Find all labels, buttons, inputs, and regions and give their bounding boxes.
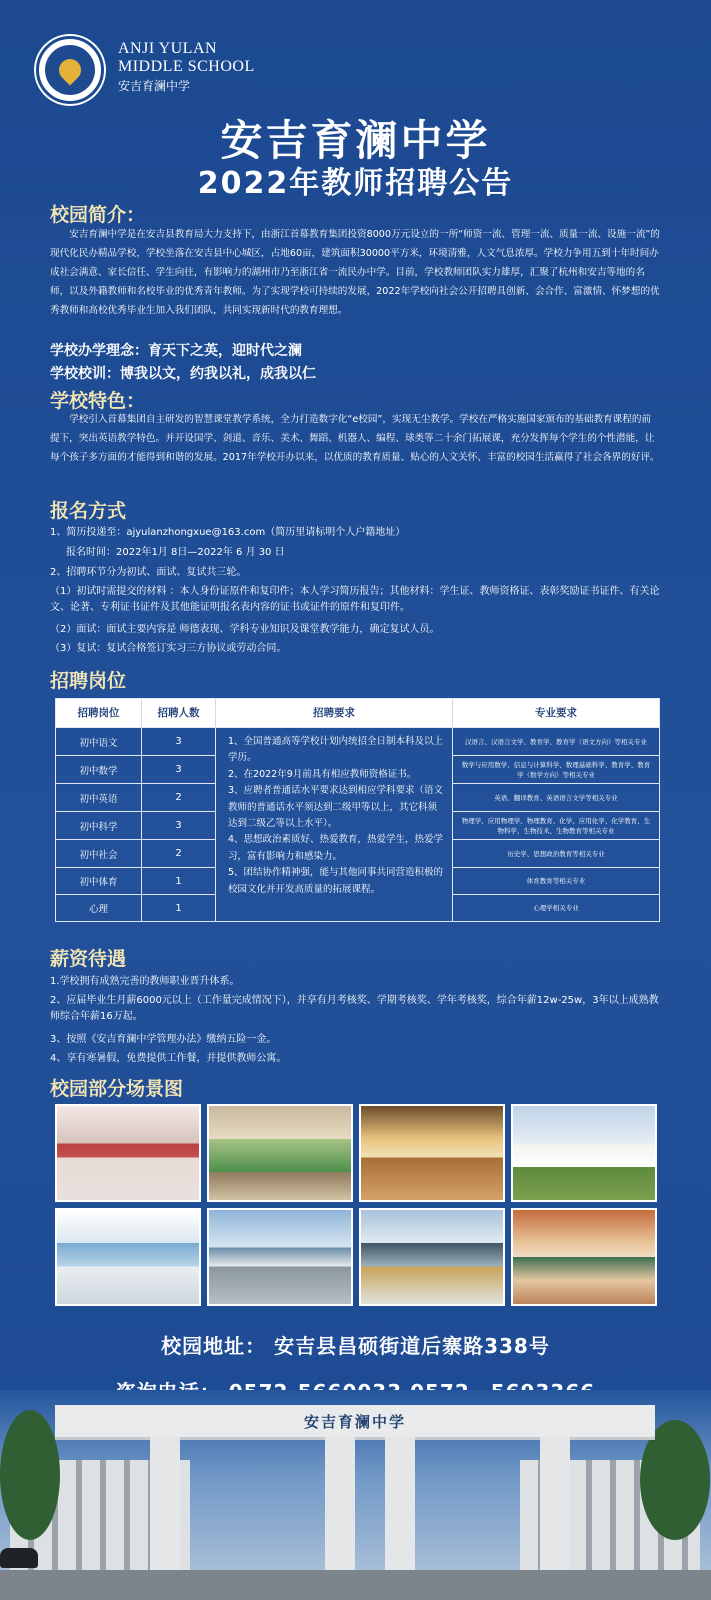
road (0, 1570, 711, 1600)
features-heading: 学校特色： (50, 390, 146, 412)
salary-heading: 薪资待遇 (50, 948, 127, 970)
campus-photo-building (511, 1104, 657, 1202)
tree (0, 1410, 60, 1540)
gate-sign: 安吉育澜中学 (55, 1405, 655, 1440)
campus-photo-lounge (511, 1208, 657, 1306)
table-header-major: 专业要求 (453, 699, 659, 727)
campus-photo-campus-view (359, 1208, 505, 1306)
table-header-requirements: 招聘要求 (216, 699, 453, 727)
table-cell-major: 物理学、应用物理学、物理教育、化学、应用化学、化学教育、生物科学、生物技术、生物教育等相关专业 (453, 811, 659, 839)
table-cell-major: 汉语言、汉语言文学、教育学、教育学（语文方向）等相关专业 (453, 727, 659, 755)
table-cell-count: 2 (142, 783, 216, 811)
apply-line: （2）面试：面试主要内容是 师德表现、学科专业知识及课堂教学能力，确定复试人员。 (50, 624, 440, 635)
requirements-cell (216, 727, 453, 921)
requirement-item: 2、在2022年9月前具有相应教师资格证书。 (228, 768, 417, 780)
school-name-cn: 安吉育澜中学 (118, 79, 191, 93)
table-cell-major: 心理学相关专业 (453, 894, 659, 921)
positions-table (55, 698, 660, 922)
gate-pillar (325, 1437, 355, 1570)
campus-heading: 校园部分场景图 (50, 1078, 184, 1100)
table-cell-major: 数学与应用数学、信息与计算科学、数理基础科学、教育学、教育学（数学方向）等相关专业 (453, 755, 659, 783)
campus-address: 校园地址： 安吉县昌硕街道后寨路338号 (161, 1334, 550, 1358)
requirement-item: 4、思想政治素质好、热爱教育，热爱学生，热爱学习，富有影响力和感染力。 (228, 834, 444, 862)
apply-heading: 报名方式 (50, 500, 127, 522)
campus-photo-gate (207, 1208, 353, 1306)
apply-line: 1、简历投递至：ajyulanzhongxue@163.com（简历里请标明个人户籍地址） (50, 527, 406, 538)
table-cell-major: 体育教育等相关专业 (453, 867, 659, 894)
campus-photo-classroom (55, 1208, 201, 1306)
salary-line: 4、享有寒暑假，免费提供工作餐，并提供教师公寓。 (50, 1053, 287, 1064)
table-cell-count: 3 (142, 755, 216, 783)
table-cell-post: 初中数学 (56, 755, 142, 783)
motto-text: 学校校训：博我以文，约我以礼，成我以仁 (50, 366, 316, 382)
table-header-count: 招聘人数 (142, 699, 216, 727)
campus-photo-reading-room (207, 1104, 353, 1202)
philosophy-text: 学校办学理念：育天下之英，迎时代之澜 (50, 343, 302, 359)
apply-line: 2、招聘环节分为初试、面试、复试共三轮。 (50, 567, 247, 578)
table-cell-count: 3 (142, 727, 216, 755)
table-cell-major: 历史学、思想政治教育等相关专业 (453, 839, 659, 867)
car (0, 1548, 38, 1568)
table-cell-post: 初中语文 (56, 727, 142, 755)
table-cell-post: 心理 (56, 894, 142, 921)
apply-line: （3）复试：复试合格签订实习三方协议或劳动合同。 (50, 643, 287, 654)
campus-photo-library (55, 1104, 201, 1202)
apply-line: 报名时间：2022年1月 8日—2022年 6 月 30 日 (66, 547, 285, 558)
table-cell-post: 初中英语 (56, 783, 142, 811)
requirement-item: 5、团结协作精神强，能与其他同事共同营造积极的校园文化并开发高质量的拓展课程。 (228, 867, 444, 895)
gate-pillar (150, 1437, 180, 1570)
page-title: 安吉育澜中学 (220, 116, 491, 165)
salary-line: 1.学校拥有成熟完善的教师职业晋升体系。 (50, 976, 240, 987)
school-name-en-line1: ANJI YULAN (118, 40, 218, 57)
gate-pillar (540, 1437, 570, 1570)
table-cell-count: 1 (142, 894, 216, 921)
school-logo-icon (36, 36, 104, 104)
salary-line: 2、应届毕业生月薪6000元以上（工作量完成情况下），并享有月考核奖、学期考核奖、学年考核奖，综合年薪12w-25w，3年以上成熟教师综合年薪16万起。 (50, 995, 659, 1022)
table-cell-post: 初中科学 (56, 811, 142, 839)
table-cell-count: 3 (142, 811, 216, 839)
intro-text: 安吉育澜中学是在安吉县教育局大力支持下，由浙江首幕教育集团投资8000万元设立的一所“师资一流、管理一流、质量一流、设施一流”的现代化民办精品学校，学校坐落在安吉县中心城区，占地60亩，建筑面积30000平方米，环境清雅，人文气息浓厚。学校力争用五到十年时间办成社会满意、家长信任、学生向往，有影响力的湖州市乃至浙江省一流民办中学。目前，学校教师团队实力雄厚，汇聚了杭州和安吉等地的名师，以及外籍教师和名校毕业的优秀青年教师。为了实现学校可持续的发展，2022年学校向社会公开招聘具创新、会合作、富激情、怀梦想的优秀教师和高校优秀毕业生加入我们团队，共同实现新时代的教育理想。 (50, 229, 660, 316)
table-header-post: 招聘岗位 (56, 699, 142, 727)
table-cell-major: 英语、翻译教育、英语语言文学等相关专业 (453, 783, 659, 811)
features-text: 学校引入首幕集团自主研发的智慧课堂教学系统，全力打造数字化“e校园”，实现无尘教学。学校在严格实施国家颁布的基础教育课程的前提下，突出英语教学特色。并开设国学、剑道、音乐、美术、舞蹈、机器人、编程、球类等二十余门拓展课，充分发挥每个学生的个性潜能，让每个孩子多方面的才能得到和谐的发展。2017年学校开办以来，以优质的教育质量、贴心的人文关怀、丰富的校园生活赢得了社会各界的好评。 (50, 414, 660, 463)
requirement-item: 1、全国普通高等学校计划内统招全日制本科及以上学历。 (228, 736, 444, 764)
apply-line: （1）初试时需提交的材料 ：本人身份证原件和复印件；本人学习简历报告；其他材料：学生证、教师资格证、表彰奖励证书证件、有关论文、论著、专利证书证件及其他能证明报名表内容的证书或证件的原件和复印件。 (50, 586, 660, 613)
table-cell-post: 初中社会 (56, 839, 142, 867)
positions-heading: 招聘岗位 (50, 670, 127, 692)
school-name-en-line2: MIDDLE SCHOOL (118, 58, 255, 75)
salary-line: 3、按照《安吉育澜中学管理办法》缴纳五险一金。 (50, 1034, 277, 1045)
intro-heading: 校园简介： (50, 204, 146, 226)
campus-photo-hall (359, 1104, 505, 1202)
table-cell-count: 1 (142, 867, 216, 894)
gate-pillar (385, 1437, 415, 1570)
requirement-item: 3、应聘者普通话水平要求达到相应学科要求（语文教师的普通话水平须达到二级甲等以上，其它科须达到二级乙等以上水平）。 (228, 785, 444, 830)
page-subtitle: 2022年教师招聘公告 (197, 166, 514, 201)
table-cell-post: 初中体育 (56, 867, 142, 894)
table-cell-count: 2 (142, 839, 216, 867)
